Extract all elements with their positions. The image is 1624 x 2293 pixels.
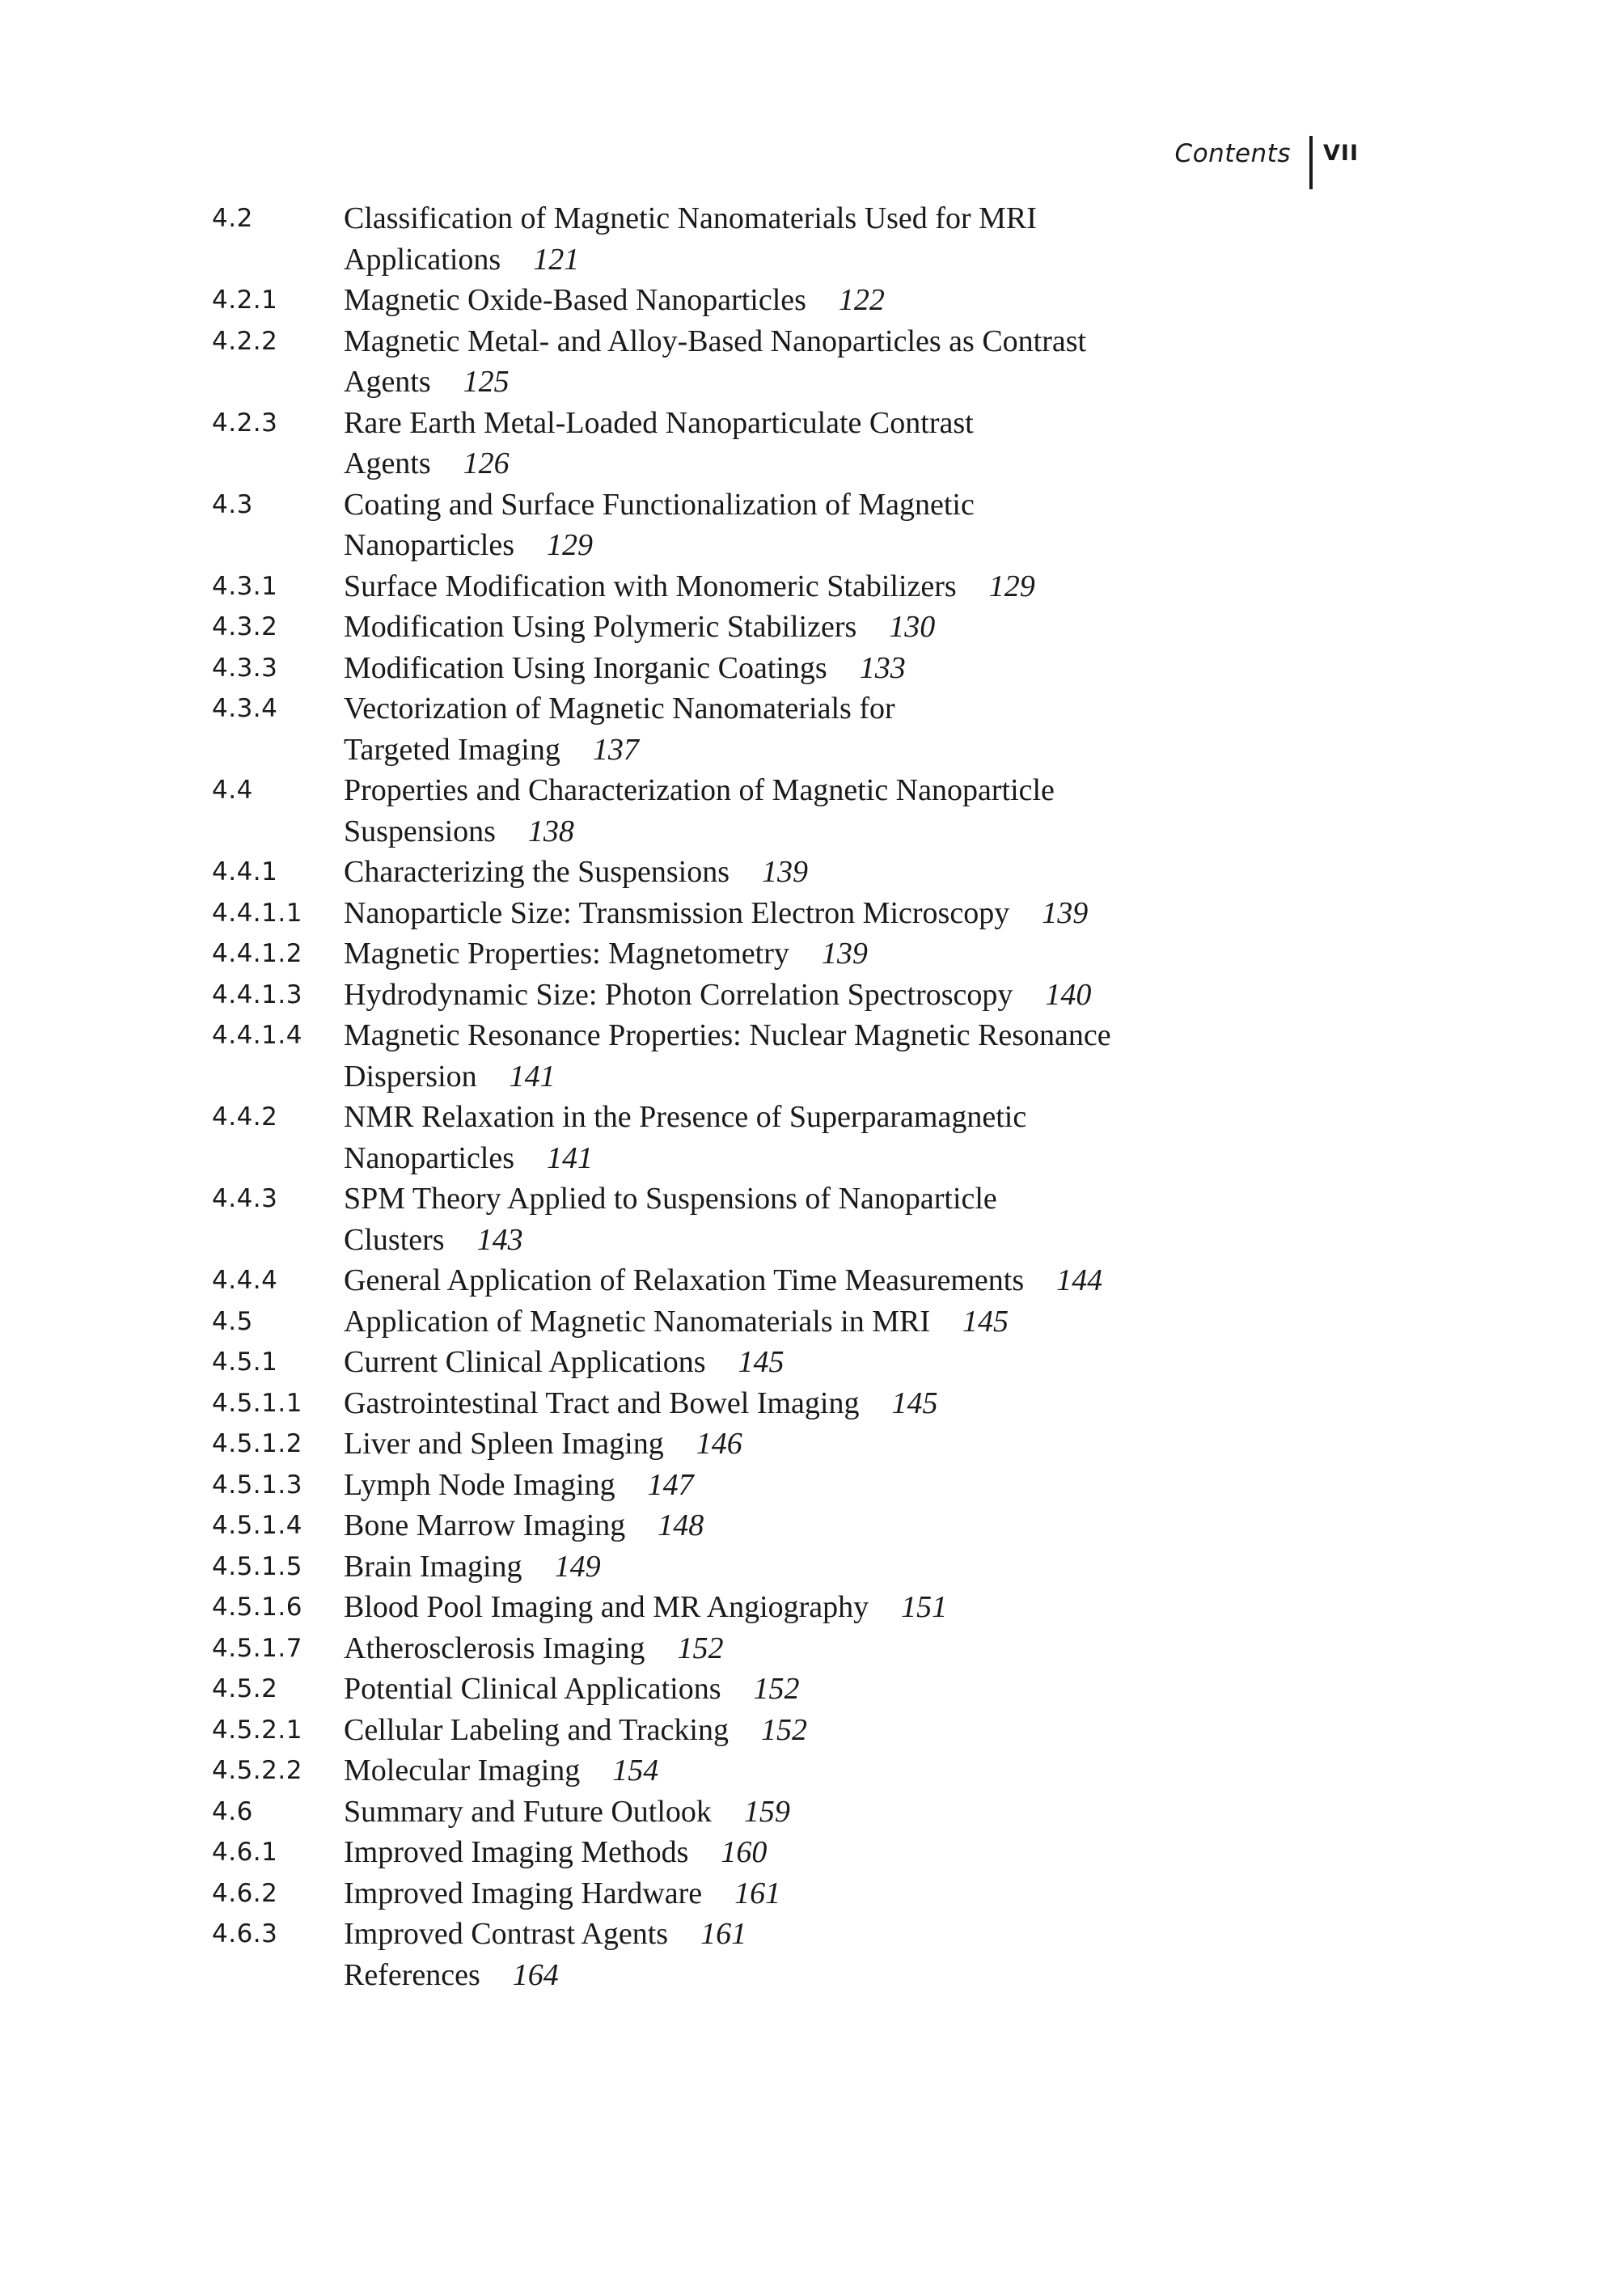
toc-page-number[interactable]: 152	[753, 1672, 800, 1706]
toc-title-text: Lymph Node Imaging	[344, 1467, 615, 1502]
toc-entry[interactable]	[212, 1465, 1182, 1506]
toc-page-number[interactable]: 138	[527, 814, 574, 848]
toc-title-text: Coating and Surface Functionalization of Magnetic	[344, 487, 975, 522]
toc-title-line	[344, 443, 1182, 484]
toc-entry-title	[344, 607, 1182, 648]
toc-entry[interactable]	[212, 1914, 1182, 1955]
toc-title-line	[344, 1669, 1182, 1710]
toc-title-text: Surface Modification with Monomeric Stabilizers	[344, 569, 957, 603]
toc-entry-title	[344, 1383, 1182, 1424]
running-head-title: Contents	[1174, 139, 1291, 168]
toc-page-number[interactable]: 137	[592, 732, 639, 767]
toc-title-text: Characterizing the Suspensions	[344, 855, 730, 889]
toc-entry[interactable]	[212, 1792, 1182, 1833]
toc-title-line	[344, 1546, 1182, 1588]
toc-entry-title	[344, 1750, 1182, 1792]
toc-entry[interactable]	[212, 1546, 1182, 1588]
toc-section-number: 4.5.2.1	[212, 1715, 302, 1745]
toc-title-text: Atherosclerosis Imaging	[344, 1631, 645, 1665]
toc-title-text: Magnetic Resonance Properties: Nuclear Magnetic Resonance	[344, 1018, 1111, 1052]
toc-page-number[interactable]: 141	[547, 1140, 594, 1175]
running-head-divider	[1309, 136, 1313, 189]
toc-section-number: 4.5.1.3	[212, 1470, 302, 1500]
toc-section-number: 4.2	[212, 204, 253, 233]
toc-entry-title	[344, 1465, 1182, 1506]
toc-title-text: Classification of Magnetic Nanomaterials Used for MRI	[344, 201, 1037, 235]
table-of-contents	[212, 198, 1182, 1995]
toc-entry[interactable]	[212, 1015, 1182, 1097]
toc-entry[interactable]	[212, 1097, 1182, 1178]
toc-title-text: Current Clinical Applications	[344, 1345, 706, 1379]
toc-page-number[interactable]: 151	[901, 1590, 948, 1624]
toc-entry-title	[344, 403, 1182, 484]
toc-title-line	[344, 1301, 1182, 1343]
toc-entry-title	[344, 280, 1182, 321]
toc-entry-title	[344, 1301, 1182, 1343]
toc-entry-title	[344, 198, 1182, 280]
toc-page-number[interactable]: 139	[1042, 895, 1089, 930]
toc-page-number[interactable]: 154	[612, 1754, 659, 1787]
toc-title-line	[344, 1424, 1182, 1465]
toc-title-line	[344, 566, 1182, 607]
toc-entry-title	[344, 1955, 1182, 1996]
toc-title-line	[344, 1383, 1182, 1424]
toc-entry[interactable]	[212, 648, 1182, 689]
toc-entry[interactable]	[212, 1505, 1182, 1546]
toc-page-number[interactable]: 152	[677, 1631, 724, 1665]
toc-page-number[interactable]: 139	[821, 937, 868, 971]
toc-entry-title	[344, 770, 1182, 852]
toc-entry-title	[344, 1587, 1182, 1628]
toc-section-number: 4.5.1.1	[212, 1388, 302, 1418]
toc-title-text: Magnetic Oxide-Based Nanoparticles	[344, 283, 806, 317]
toc-section-number: 4.5.1.6	[212, 1593, 302, 1622]
toc-title-line	[344, 933, 1182, 975]
toc-entry-title	[344, 1873, 1182, 1914]
toc-page-number[interactable]: 125	[463, 365, 510, 399]
toc-page-number[interactable]: 145	[962, 1304, 1009, 1339]
toc-section-number: 4.2.1	[212, 286, 278, 315]
toc-title-text: Targeted Imaging	[344, 732, 560, 767]
toc-page-number[interactable]: 145	[738, 1345, 785, 1379]
toc-title-text: Clusters	[344, 1222, 445, 1257]
toc-entry[interactable]	[212, 321, 1182, 403]
toc-page-number[interactable]: 130	[889, 610, 936, 644]
toc-entry[interactable]	[212, 403, 1182, 484]
toc-entry-title	[344, 321, 1182, 403]
toc-title-text: Modification Using Polymeric Stabilizers	[344, 610, 857, 644]
toc-page-number[interactable]: 161	[734, 1876, 781, 1910]
toc-title-text: Improved Imaging Methods	[344, 1835, 689, 1869]
toc-entry-title	[344, 1628, 1182, 1669]
toc-entry-title	[344, 933, 1182, 975]
toc-page-number[interactable]: 121	[533, 242, 580, 277]
toc-page-number[interactable]: 148	[658, 1508, 704, 1542]
toc-entry-title	[344, 1546, 1182, 1588]
toc-entry[interactable]	[212, 975, 1182, 1016]
toc-section-number: 4.5.1.5	[212, 1551, 302, 1581]
toc-title-line	[344, 648, 1182, 689]
toc-title-text: Bone Marrow Imaging	[344, 1508, 626, 1542]
toc-entry[interactable]	[212, 893, 1182, 934]
toc-entry-title	[344, 1505, 1182, 1546]
toc-title-line	[344, 1178, 1182, 1220]
toc-page-number[interactable]: 141	[509, 1059, 556, 1094]
toc-page-number[interactable]: 126	[463, 446, 510, 480]
toc-entry[interactable]	[212, 1832, 1182, 1873]
toc-title-line	[344, 198, 1182, 239]
toc-title-line	[344, 893, 1182, 934]
toc-title-text: Brain Imaging	[344, 1549, 522, 1584]
toc-entry-title	[344, 1342, 1182, 1383]
toc-section-number: 4.3.1	[212, 571, 278, 601]
toc-title-line	[344, 403, 1182, 444]
toc-title-text: NMR Relaxation in the Presence of Superparamagnetic	[344, 1100, 1027, 1134]
toc-entry[interactable]	[212, 1342, 1182, 1383]
toc-entry[interactable]	[212, 1383, 1182, 1424]
toc-entry-title	[344, 648, 1182, 689]
toc-title-line	[344, 1628, 1182, 1669]
toc-title-text: Potential Clinical Applications	[344, 1672, 721, 1706]
toc-title-line	[344, 239, 1182, 281]
toc-section-number: 4.6	[212, 1796, 253, 1826]
toc-section-number: 4.4.3	[212, 1184, 278, 1213]
toc-title-line	[344, 770, 1182, 811]
toc-page-number[interactable]: 145	[891, 1386, 938, 1420]
toc-entry[interactable]	[212, 1873, 1182, 1914]
toc-entry-title	[344, 1669, 1182, 1710]
toc-title-text: Applications	[344, 242, 501, 277]
toc-title-text: Improved Imaging Hardware	[344, 1876, 703, 1910]
toc-section-number: 4.4.1.1	[212, 898, 302, 928]
toc-entry-title	[344, 566, 1182, 607]
toc-entry[interactable]	[212, 1301, 1182, 1343]
toc-section-number: 4.2.3	[212, 408, 278, 438]
toc-page-number[interactable]: 146	[696, 1427, 742, 1461]
toc-title-text: Nanoparticle Size: Transmission Electron Microscopy	[344, 895, 1010, 930]
toc-section-number: 4.3	[212, 489, 253, 519]
toc-entry[interactable]	[212, 1955, 1182, 1996]
toc-entry-title	[344, 688, 1182, 770]
page-number: VII	[1323, 141, 1359, 166]
toc-title-line	[344, 688, 1182, 730]
toc-title-text: Liver and Spleen Imaging	[344, 1427, 664, 1461]
toc-section-number: 4.4.1.4	[212, 1021, 302, 1050]
toc-page-number[interactable]: 149	[554, 1549, 601, 1584]
toc-entry[interactable]	[212, 484, 1182, 566]
toc-title-text: Agents	[344, 365, 431, 399]
toc-entry-title	[344, 1832, 1182, 1873]
toc-page-number[interactable]: 159	[743, 1794, 790, 1829]
toc-title-line	[344, 1832, 1182, 1873]
toc-entry[interactable]	[212, 933, 1182, 975]
toc-page-number[interactable]: 122	[838, 283, 885, 317]
toc-section-number: 4.3.4	[212, 694, 278, 723]
toc-page-number[interactable]: 144	[1056, 1263, 1103, 1297]
toc-title-line	[344, 1138, 1182, 1179]
toc-section-number: 4.5.1.4	[212, 1511, 302, 1540]
toc-entry-title	[344, 1178, 1182, 1260]
toc-entry-title	[344, 852, 1182, 893]
toc-title-text: Summary and Future Outlook	[344, 1794, 712, 1829]
toc-title-line	[344, 1710, 1182, 1751]
toc-title-text: Improved Contrast Agents	[344, 1917, 669, 1951]
toc-page-number[interactable]: 160	[721, 1835, 768, 1869]
toc-page-number[interactable]: 164	[512, 1957, 559, 1992]
toc-title-line	[344, 321, 1182, 362]
toc-page-number[interactable]: 140	[1045, 977, 1092, 1012]
toc-title-line	[344, 1587, 1182, 1628]
toc-entry[interactable]	[212, 852, 1182, 893]
toc-page-number[interactable]: 143	[476, 1222, 523, 1257]
toc-title-text: Properties and Characterization of Magnetic Nanoparticle	[344, 773, 1055, 807]
toc-title-line	[344, 525, 1182, 566]
toc-title-line	[344, 811, 1182, 852]
toc-title-line	[344, 1505, 1182, 1546]
toc-title-line	[344, 1792, 1182, 1833]
toc-title-line	[344, 484, 1182, 526]
toc-title-line	[344, 1097, 1182, 1138]
toc-section-number: 4.4.1.3	[212, 979, 302, 1009]
toc-page-number[interactable]: 161	[700, 1917, 747, 1951]
toc-title-line	[344, 607, 1182, 648]
toc-entry[interactable]	[212, 280, 1182, 321]
toc-entry[interactable]	[212, 1178, 1182, 1260]
toc-section-number: 4.6.2	[212, 1878, 278, 1908]
toc-title-line	[344, 1260, 1182, 1301]
toc-title-line	[344, 1465, 1182, 1506]
toc-section-number: 4.4	[212, 776, 253, 805]
toc-section-number: 4.5.1.7	[212, 1633, 302, 1663]
toc-page-number[interactable]: 129	[547, 528, 594, 562]
toc-entry[interactable]	[212, 1628, 1182, 1669]
toc-page-number[interactable]: 133	[859, 650, 906, 685]
toc-page-number[interactable]: 152	[760, 1712, 807, 1747]
toc-section-number: 4.3.2	[212, 612, 278, 641]
toc-page-number[interactable]: 147	[647, 1467, 694, 1502]
toc-title-line	[344, 1056, 1182, 1098]
toc-title-line	[344, 1220, 1182, 1261]
toc-section-number: 4.4.4	[212, 1266, 278, 1295]
toc-page-number[interactable]: 139	[762, 855, 809, 889]
toc-section-number: 4.5.1.2	[212, 1429, 302, 1458]
toc-title-line	[344, 730, 1182, 771]
toc-entry[interactable]	[212, 1710, 1182, 1751]
toc-title-text: Molecular Imaging	[344, 1754, 581, 1787]
toc-title-text: Agents	[344, 446, 431, 480]
toc-section-number: 4.4.1.2	[212, 939, 302, 968]
toc-entry[interactable]	[212, 1260, 1182, 1301]
toc-entry[interactable]	[212, 688, 1182, 770]
toc-title-text: Gastrointestinal Tract and Bowel Imaging	[344, 1386, 860, 1420]
toc-section-number: 4.6.1	[212, 1838, 278, 1867]
toc-entry[interactable]	[212, 566, 1182, 607]
toc-title-line	[344, 1342, 1182, 1383]
toc-title-text: Dispersion	[344, 1059, 477, 1094]
toc-entry-title	[344, 1424, 1182, 1465]
toc-title-text: Hydrodynamic Size: Photon Correlation Spectroscopy	[344, 977, 1013, 1012]
toc-entry-title	[344, 1792, 1182, 1833]
toc-entry[interactable]	[212, 1424, 1182, 1465]
toc-entry-title	[344, 893, 1182, 934]
toc-title-text: SPM Theory Applied to Suspensions of Nanoparticle	[344, 1182, 997, 1216]
toc-section-number: 4.5	[212, 1306, 253, 1336]
toc-title-text: Cellular Labeling and Tracking	[344, 1712, 729, 1747]
toc-title-line	[344, 1955, 1182, 1996]
toc-section-number: 4.5.1	[212, 1347, 278, 1377]
toc-title-text: References	[344, 1957, 480, 1992]
toc-title-text: Rare Earth Metal-Loaded Nanoparticulate Contrast	[344, 405, 974, 440]
toc-title-text: Magnetic Properties: Magnetometry	[344, 937, 789, 971]
toc-section-number	[212, 1955, 344, 1996]
toc-title-text: Magnetic Metal- and Alloy-Based Nanoparticles as Contrast	[344, 324, 1087, 358]
toc-title-line	[344, 975, 1182, 1016]
running-head	[1132, 136, 1375, 192]
toc-title-text: Nanoparticles	[344, 528, 515, 562]
toc-title-text: Modification Using Inorganic Coatings	[344, 650, 827, 685]
toc-title-text: Blood Pool Imaging and MR Angiography	[344, 1590, 869, 1624]
toc-title-text: Nanoparticles	[344, 1140, 515, 1175]
toc-title-text: Application of Magnetic Nanomaterials in MRI	[344, 1304, 930, 1339]
toc-title-text: General Application of Relaxation Time Measurements	[344, 1263, 1025, 1297]
toc-entry-title	[344, 975, 1182, 1016]
toc-title-line	[344, 852, 1182, 893]
toc-page-number[interactable]: 129	[988, 569, 1035, 603]
toc-entry-title	[344, 1710, 1182, 1751]
toc-title-line	[344, 1873, 1182, 1914]
toc-title-line	[344, 1914, 1182, 1955]
toc-title-text: Vectorization of Magnetic Nanomaterials for	[344, 692, 895, 726]
toc-entry[interactable]	[212, 607, 1182, 648]
toc-section-number: 4.2.2	[212, 326, 278, 356]
toc-entry[interactable]	[212, 1750, 1182, 1792]
toc-section-number: 4.5.2.2	[212, 1756, 302, 1785]
toc-section-number: 4.4.2	[212, 1102, 278, 1132]
toc-entry[interactable]	[212, 1669, 1182, 1710]
toc-title-line	[344, 1015, 1182, 1056]
toc-entry-title	[344, 1015, 1182, 1097]
toc-entry-title	[344, 484, 1182, 566]
toc-title-line	[344, 1750, 1182, 1792]
toc-entry-title	[344, 1914, 1182, 1955]
toc-title-line	[344, 362, 1182, 403]
toc-section-number: 4.4.1	[212, 857, 278, 886]
toc-section-number: 4.5.2	[212, 1674, 278, 1703]
toc-entry-title	[344, 1260, 1182, 1301]
toc-title-line	[344, 280, 1182, 321]
toc-title-text: Suspensions	[344, 814, 496, 848]
toc-entry-title	[344, 1097, 1182, 1178]
toc-section-number: 4.6.3	[212, 1919, 278, 1948]
toc-entry[interactable]	[212, 770, 1182, 852]
toc-section-number: 4.3.3	[212, 653, 278, 683]
toc-entry[interactable]	[212, 198, 1182, 280]
toc-entry[interactable]	[212, 1587, 1182, 1628]
